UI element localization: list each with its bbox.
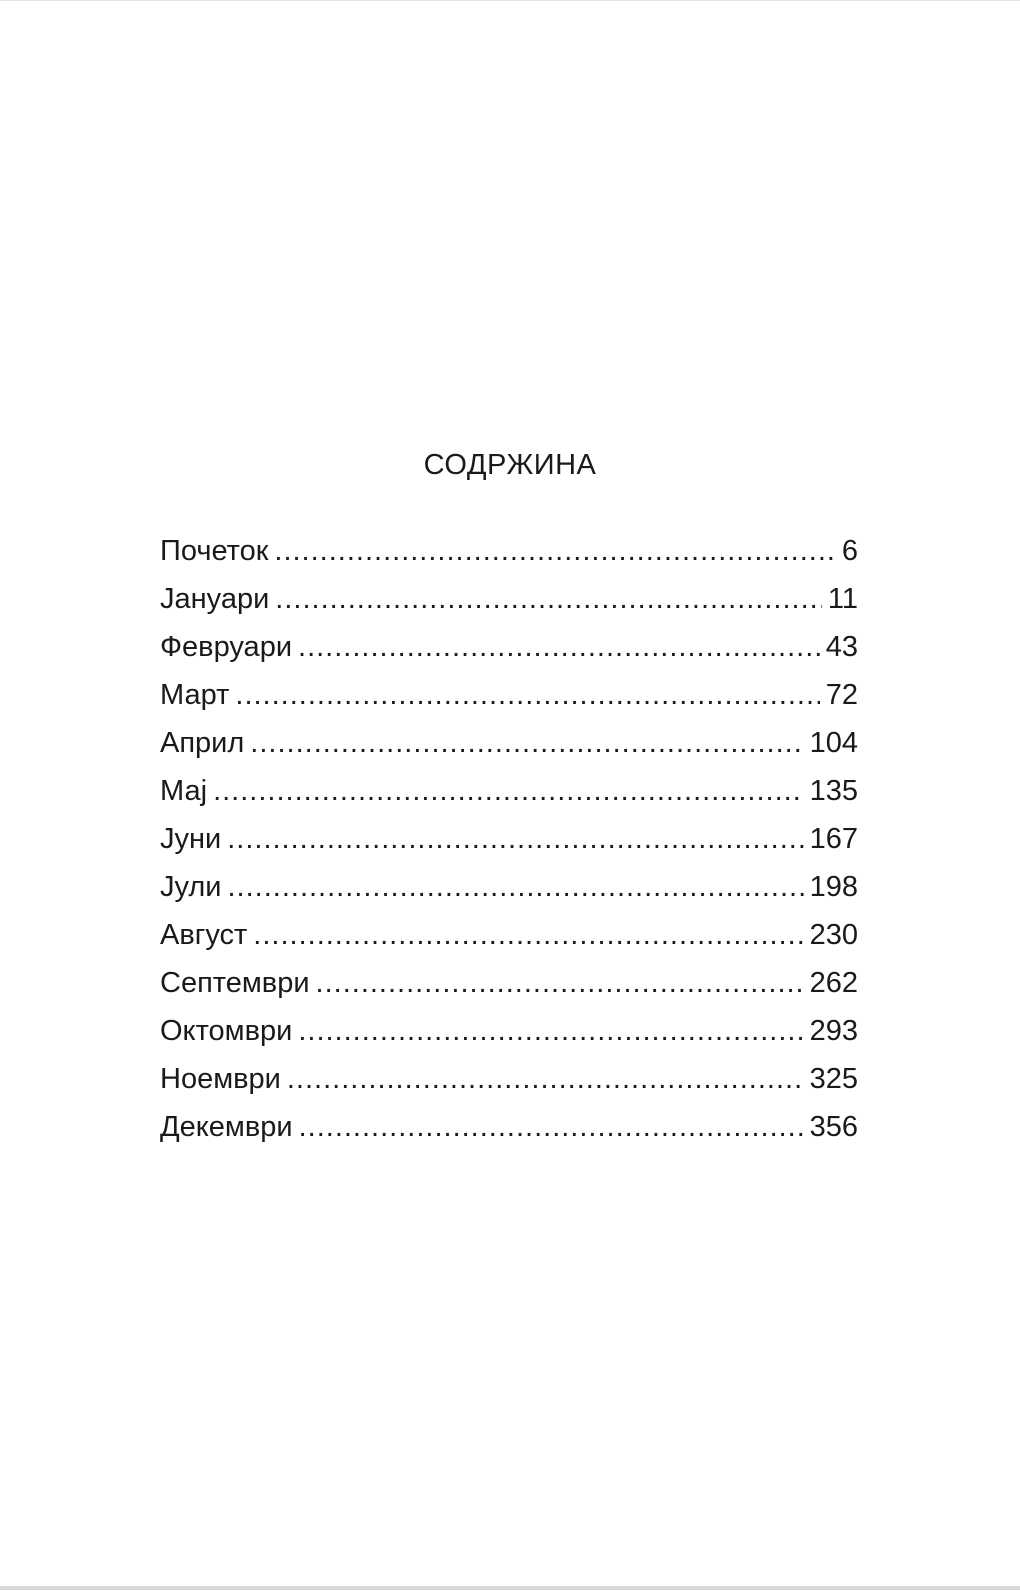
toc-entry[interactable]	[160, 583, 858, 631]
toc-entry-title: Септември	[160, 967, 310, 999]
dot-leader	[298, 631, 820, 664]
toc-entry-page: 6	[841, 535, 858, 567]
toc-entry-title: Март	[160, 679, 230, 711]
toc-entry-title: Декември	[160, 1111, 293, 1143]
dot-leader	[250, 727, 803, 760]
toc-entry[interactable]	[160, 631, 858, 679]
toc-entry-title: Почеток	[160, 535, 269, 567]
toc-entry-title: Ноември	[160, 1063, 281, 1095]
dot-leader	[299, 1111, 804, 1144]
page-bottom-edge	[0, 1586, 1020, 1590]
toc-entry-title: Август	[160, 919, 248, 951]
toc-entry-page: 198	[809, 871, 858, 903]
toc-entry-title: Април	[160, 727, 245, 759]
toc-entry-title: Јули	[160, 871, 222, 903]
dot-leader	[253, 919, 803, 952]
toc-list	[160, 535, 858, 1159]
toc-entry-page: 293	[809, 1015, 858, 1047]
toc-entry-page: 325	[809, 1063, 858, 1095]
toc-entry-title: Јуни	[160, 823, 222, 855]
dot-leader	[298, 1015, 803, 1048]
toc-entry[interactable]	[160, 919, 858, 967]
toc-entry[interactable]	[160, 679, 858, 727]
dot-leader	[275, 583, 822, 616]
toc-entry-page: 356	[809, 1111, 858, 1143]
toc-entry-title: Октомври	[160, 1015, 293, 1047]
toc-entry-title: Февруари	[160, 631, 293, 663]
dot-leader	[227, 871, 803, 904]
toc-entry[interactable]	[160, 1015, 858, 1063]
toc-heading: СОДРЖИНА	[423, 449, 597, 481]
toc-entry[interactable]	[160, 727, 858, 775]
toc-entry-title: Јануари	[160, 583, 270, 615]
dot-leader	[213, 775, 804, 808]
toc-entry[interactable]	[160, 775, 858, 823]
toc-entry-page: 167	[809, 823, 858, 855]
toc-entry-page: 104	[809, 727, 858, 759]
dot-leader	[274, 535, 835, 568]
toc-entry-page: 43	[825, 631, 858, 663]
toc-entry-title: Мај	[160, 775, 208, 807]
toc-entry[interactable]	[160, 535, 858, 583]
dot-leader	[287, 1063, 804, 1096]
toc-entry-page: 135	[809, 775, 858, 807]
toc-entry[interactable]	[160, 1111, 858, 1159]
toc-entry[interactable]	[160, 967, 858, 1015]
toc-entry-page: 11	[827, 583, 858, 615]
toc-entry[interactable]	[160, 823, 858, 871]
toc-entry[interactable]	[160, 1063, 858, 1111]
dot-leader	[316, 967, 804, 1000]
toc-entry-page: 72	[825, 679, 858, 711]
toc-entry[interactable]	[160, 871, 858, 919]
toc-entry-page: 230	[809, 919, 858, 951]
toc-entry-page: 262	[809, 967, 858, 999]
dot-leader	[235, 679, 819, 712]
dot-leader	[227, 823, 803, 856]
